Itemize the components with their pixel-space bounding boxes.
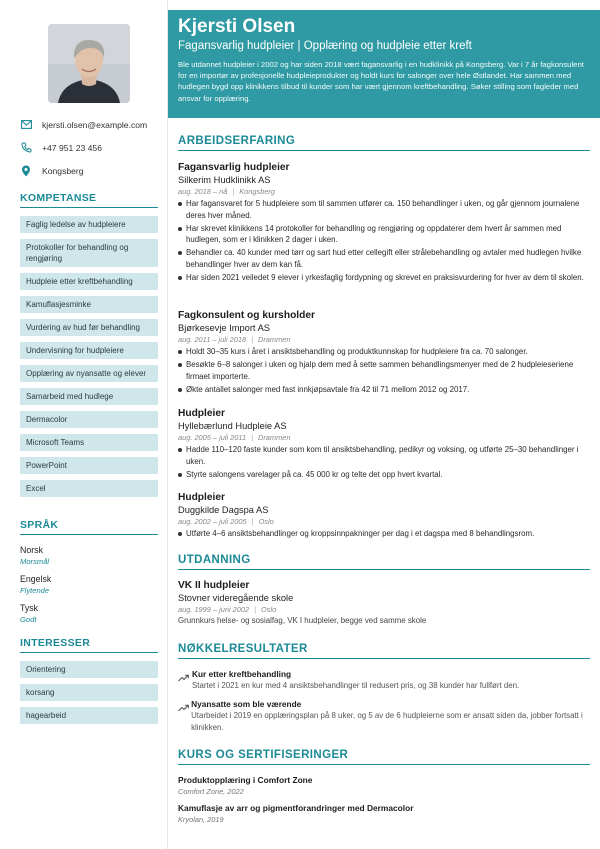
profile-summary: Ble utdannet hudpleier i 2002 og har siden 2018 vært fagansvarlig i en hudklinikk på Kongsberg. Var i 7 år fagkonsulent for en importør av profesjonelle hudpleieprodukter og holdt kurs for salonger over hele Østlandet. Har sammen med hudlegen bygd opp klinikkens tilbud til kunder som har vært gjennom kreftbehandling. Søker stilling som fagleder med ansvar for opplæring. xyxy=(178,60,584,103)
job-meta xyxy=(178,516,590,527)
education-school: Stovner videregående skole xyxy=(178,593,294,603)
meta-separator: | xyxy=(251,517,254,526)
skill-chip: Microsoft Teams xyxy=(20,434,158,451)
result-title: Nyansatte som ble værende xyxy=(191,699,302,709)
result-title: Kur etter kreftbehandling xyxy=(192,669,292,679)
language-level: Godt xyxy=(20,615,37,624)
interest-chip: Orientering xyxy=(20,661,158,678)
courses-heading: KURS OG SERTIFISERINGER xyxy=(178,749,590,765)
meta-separator: | xyxy=(251,335,253,344)
job-bullet: Utførte 4–6 ansiktsbehandlinger og kroppsinnpakninger per dag i et dagspa med 8 behandlingsrom. xyxy=(178,528,590,540)
job-location: Kongsberg xyxy=(239,187,275,196)
interests-list xyxy=(20,661,158,730)
job-entry xyxy=(178,491,590,541)
sidebar xyxy=(0,0,168,849)
job-dates: aug. 2002 – juli 2005 xyxy=(178,517,247,526)
languages-list xyxy=(20,544,158,631)
job-entry xyxy=(178,407,590,482)
trend-up-icon xyxy=(178,668,192,692)
contact-phone[interactable] xyxy=(20,136,147,159)
education-title: VK II hudpleier xyxy=(178,580,250,591)
job-location: Oslo xyxy=(258,517,274,526)
portrait-image xyxy=(48,24,130,103)
job-bullet: Har siden 2021 veiledet 9 elever i yrkesfaglig fordypning og skrevet en praksisvurdering for hver av dem til skolen. xyxy=(178,272,590,284)
trend-up-icon xyxy=(178,698,191,733)
skill-chip: Dermacolor xyxy=(20,411,158,428)
experience-heading: ARBEIDSERFARING xyxy=(178,135,590,151)
skills-list xyxy=(20,216,158,503)
job-bullets xyxy=(178,444,590,480)
candidate-title: Fagansvarlig hudpleier | Opplæring og hudpleie etter kreft xyxy=(178,40,472,52)
job-bullet: Styrte salongens varelager på ca. 45 000 kr og telte det opp hvert kvartal. xyxy=(178,469,590,481)
header-banner xyxy=(168,10,600,118)
job-entry xyxy=(178,309,590,397)
job-bullets xyxy=(178,198,590,283)
contact-list xyxy=(20,113,147,182)
location-pin-icon xyxy=(20,165,32,177)
language-item xyxy=(20,602,158,625)
job-title: Hudpleier xyxy=(178,408,225,419)
course-title: Produktopplæring i Comfort Zone xyxy=(178,775,313,785)
skill-chip: PowerPoint xyxy=(20,457,158,474)
job-title: Hudpleier xyxy=(178,492,225,503)
skills-heading: KOMPETANSE xyxy=(20,192,158,208)
result-description: Startet i 2021 en kur med 4 ansiktsbehandlinger til redusert pris, og 38 kunder har fullført den. xyxy=(192,681,520,690)
result-item xyxy=(178,698,590,733)
skill-chip: Vurdering av hud før behandling xyxy=(20,319,158,336)
job-company: Duggkilde Dagspa AS xyxy=(178,505,269,515)
education-meta xyxy=(178,604,590,615)
language-name: Norsk xyxy=(20,545,43,555)
job-location: Drammen xyxy=(258,335,291,344)
phone-icon xyxy=(20,142,32,154)
education-dates: aug. 1999 – juni 2002 xyxy=(178,605,250,614)
email-text: kjersti.olsen@example.com xyxy=(42,119,148,130)
skill-chip: Excel xyxy=(20,480,158,497)
language-name: Tysk xyxy=(20,603,39,613)
job-company: Bjørkesevje Import AS xyxy=(178,323,270,333)
job-location: Drammen xyxy=(258,433,291,442)
language-level: Flytende xyxy=(20,586,50,595)
profile-photo xyxy=(48,24,130,103)
job-bullet: Har fagansvaret for 5 hudpleiere som til sammen utfører ca. 150 behandlinger i uken, og går gjennom journalene deres hver måned. xyxy=(178,198,590,221)
job-meta xyxy=(178,432,590,443)
job-meta xyxy=(178,334,590,345)
interest-chip: hagearbeid xyxy=(20,707,158,724)
job-bullet: Økte antallet salonger med fast innkjøpsavtale fra 42 til 71 mellom 2012 og 2017. xyxy=(178,384,590,396)
job-dates: aug. 2005 – juli 2011 xyxy=(178,433,247,442)
meta-separator: | xyxy=(232,187,235,196)
result-item xyxy=(178,668,590,692)
language-level: Morsmål xyxy=(20,557,50,566)
job-meta xyxy=(178,186,590,197)
mail-icon xyxy=(20,119,32,131)
job-bullet: Hadde 110–120 faste kunder som kom til ansiktsbehandling, pedikyr og voksing, og utførte 25–30 behandlinger i uken. xyxy=(178,444,590,467)
skill-chip: Faglig ledelse av hudpleiere xyxy=(20,216,158,233)
course-meta: Kryolan, 2019 xyxy=(178,815,224,824)
skill-chip: Kamuflasjesminke xyxy=(20,296,158,313)
phone-text: +47 951 23 456 xyxy=(42,142,102,153)
education-entry xyxy=(178,579,590,626)
skill-chip: Opplæring av nyansatte og elever xyxy=(20,365,158,382)
education-description: Grunnkurs helse- og sosialfag, VK I hudpleier, begge ved samme skole xyxy=(178,616,427,625)
course-title: Kamuflasje av arr og pigmentforandringer med Dermacolor xyxy=(178,803,414,813)
result-description: Utarbeidet i 2019 en opplæringsplan på 8 uker, og 5 av de 6 hudpleierne som er ansatt siden da, jobber fortsatt i klinikken. xyxy=(191,711,583,732)
meta-separator: | xyxy=(251,433,253,442)
job-bullet: Besøkte 6–8 salonger i uken og hjalp dem med å sette sammen behandlingsmenyer med de 2 hudpleieseriene firmaet importerte. xyxy=(178,359,590,382)
language-item xyxy=(20,573,158,596)
language-item xyxy=(20,544,158,567)
job-bullets xyxy=(178,346,590,395)
location-text: Kongsberg xyxy=(42,165,84,176)
interests-heading: INTERESSER xyxy=(20,637,158,653)
job-company: Hyllebærlund Hudpleie AS xyxy=(178,421,287,431)
education-heading: UTDANNING xyxy=(178,554,590,570)
job-bullet: Holdt 30–35 kurs i året i ansiktsbehandling og produktkunnskap for hudpleiere fra ca. 70 salonger. xyxy=(178,346,590,358)
contact-email[interactable] xyxy=(20,113,147,136)
skill-chip: Hudpleie etter kreftbehandling xyxy=(20,273,158,290)
results-heading: NØKKELRESULTATER xyxy=(178,643,590,659)
job-bullet: Har skrevet klinikkens 14 protokoller for behandling og rengjøring og oppdaterer dem hvert år sammen med hudlegen, som er i klinikken 2 dager i uken. xyxy=(178,223,590,246)
job-entry xyxy=(178,161,590,285)
job-bullets xyxy=(178,528,590,540)
skill-chip: Undervisning for hudpleiere xyxy=(20,342,158,359)
job-company: Silkerim Hudklinikk AS xyxy=(178,175,271,185)
course-meta: Comfort Zone, 2022 xyxy=(178,787,244,796)
contact-location xyxy=(20,159,147,182)
education-location: Oslo xyxy=(261,605,277,614)
skill-chip: Protokoller for behandling og rengjøring xyxy=(20,239,158,267)
job-bullet: Behandler ca. 40 kunder med tørr og sart hud etter cellegift eller strålebehandling og avtaler med hudlegen hvilke behandlinger hver av dem kan få. xyxy=(178,247,590,270)
course-item xyxy=(178,802,590,825)
main-content xyxy=(168,0,600,849)
candidate-name: Kjersti Olsen xyxy=(178,16,296,37)
job-dates: aug. 2011 – juli 2018 xyxy=(178,335,247,344)
language-name: Engelsk xyxy=(20,574,52,584)
meta-separator: | xyxy=(254,605,257,614)
languages-heading: SPRÅK xyxy=(20,519,158,535)
job-title: Fagansvarlig hudpleier xyxy=(178,162,290,173)
job-title: Fagkonsulent og kursholder xyxy=(178,310,315,321)
interest-chip: korsang xyxy=(20,684,158,701)
skill-chip: Samarbeid med hudlege xyxy=(20,388,158,405)
course-item xyxy=(178,774,590,797)
job-dates: aug. 2018 – nå xyxy=(178,187,228,196)
